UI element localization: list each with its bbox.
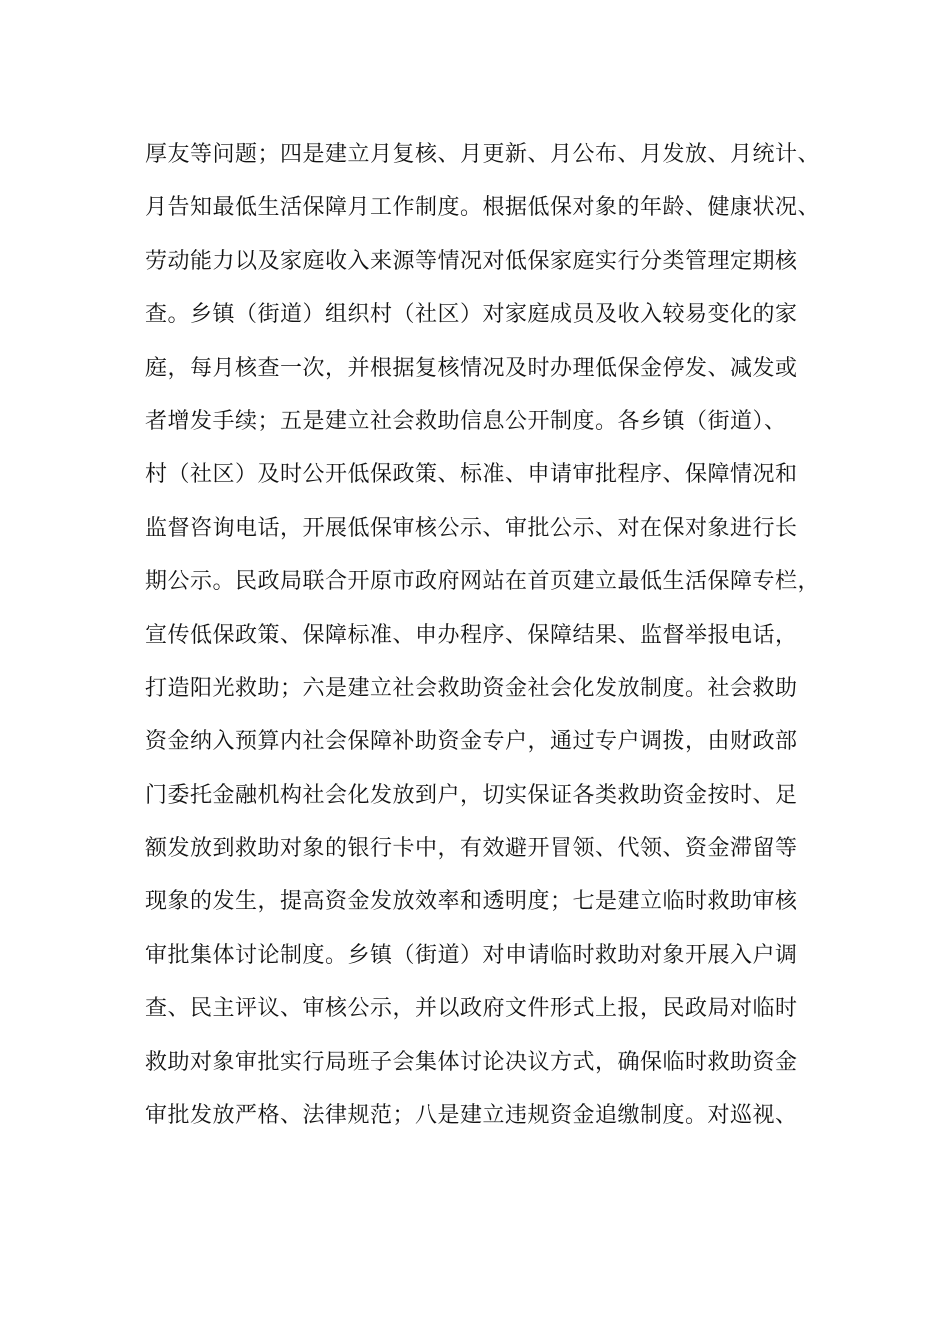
text-line-4: 查。乡镇（街道）组织村（社区）对家庭成员及收入较易变化的家: [145, 302, 798, 328]
text-line-11: 打造阳光救助；六是建立社会救助资金社会化发放制度。社会救助: [145, 675, 798, 701]
text-line-2: 月告知最低生活保障月工作制度。根据低保对象的年龄、健康状况、: [145, 195, 821, 221]
text-line-5: 庭，每月核查一次，并根据复核情况及时办理低保金停发、减发或: [145, 355, 798, 381]
text-line-9: 期公示。民政局联合开原市政府网站在首页建立最低生活保障专栏，: [145, 569, 821, 595]
text-line-18: 救助对象审批实行局班子会集体讨论决议方式，确保临时救助资金: [145, 1049, 798, 1075]
text-line-17: 查、民主评议、审核公示，并以政府文件形式上报，民政局对临时: [145, 996, 798, 1022]
body-text: [145, 128, 845, 1142]
text-line-13: 门委托金融机构社会化发放到户，切实保证各类救助资金按时、足: [145, 782, 798, 808]
text-line-6: 者增发手续；五是建立社会救助信息公开制度。各乡镇（街道）、: [145, 408, 787, 434]
text-line-15: 现象的发生，提高资金发放效率和透明度；七是建立临时救助审核: [145, 889, 798, 915]
text-line-12: 资金纳入预算内社会保障补助资金专户，通过专户调拨，由财政部: [145, 729, 798, 755]
text-line-14: 额发放到救助对象的银行卡中，有效避开冒领、代领、资金滞留等: [145, 836, 798, 862]
text-line-7: 村（社区）及时公开低保政策、标准、申请审批程序、保障情况和: [145, 462, 798, 488]
text-line-1: 厚友等问题；四是建立月复核、月更新、月公布、月发放、月统计、: [145, 142, 821, 167]
text-line-16: 审批集体讨论制度。乡镇（街道）对申请临时救助对象开展入户调: [145, 942, 798, 968]
text-line-3: 劳动能力以及家庭收入来源等情况对低保家庭实行分类管理定期核: [145, 248, 798, 274]
text-line-8: 监督咨询电话，开展低保审核公示、审批公示、对在保对象进行长: [145, 515, 798, 541]
text-line-19: 审批发放严格、法律规范；八是建立违规资金追缴制度。对巡视、: [145, 1103, 798, 1129]
text-line-10: 宣传低保政策、保障标准、申办程序、保障结果、监督举报电话，: [145, 622, 798, 648]
